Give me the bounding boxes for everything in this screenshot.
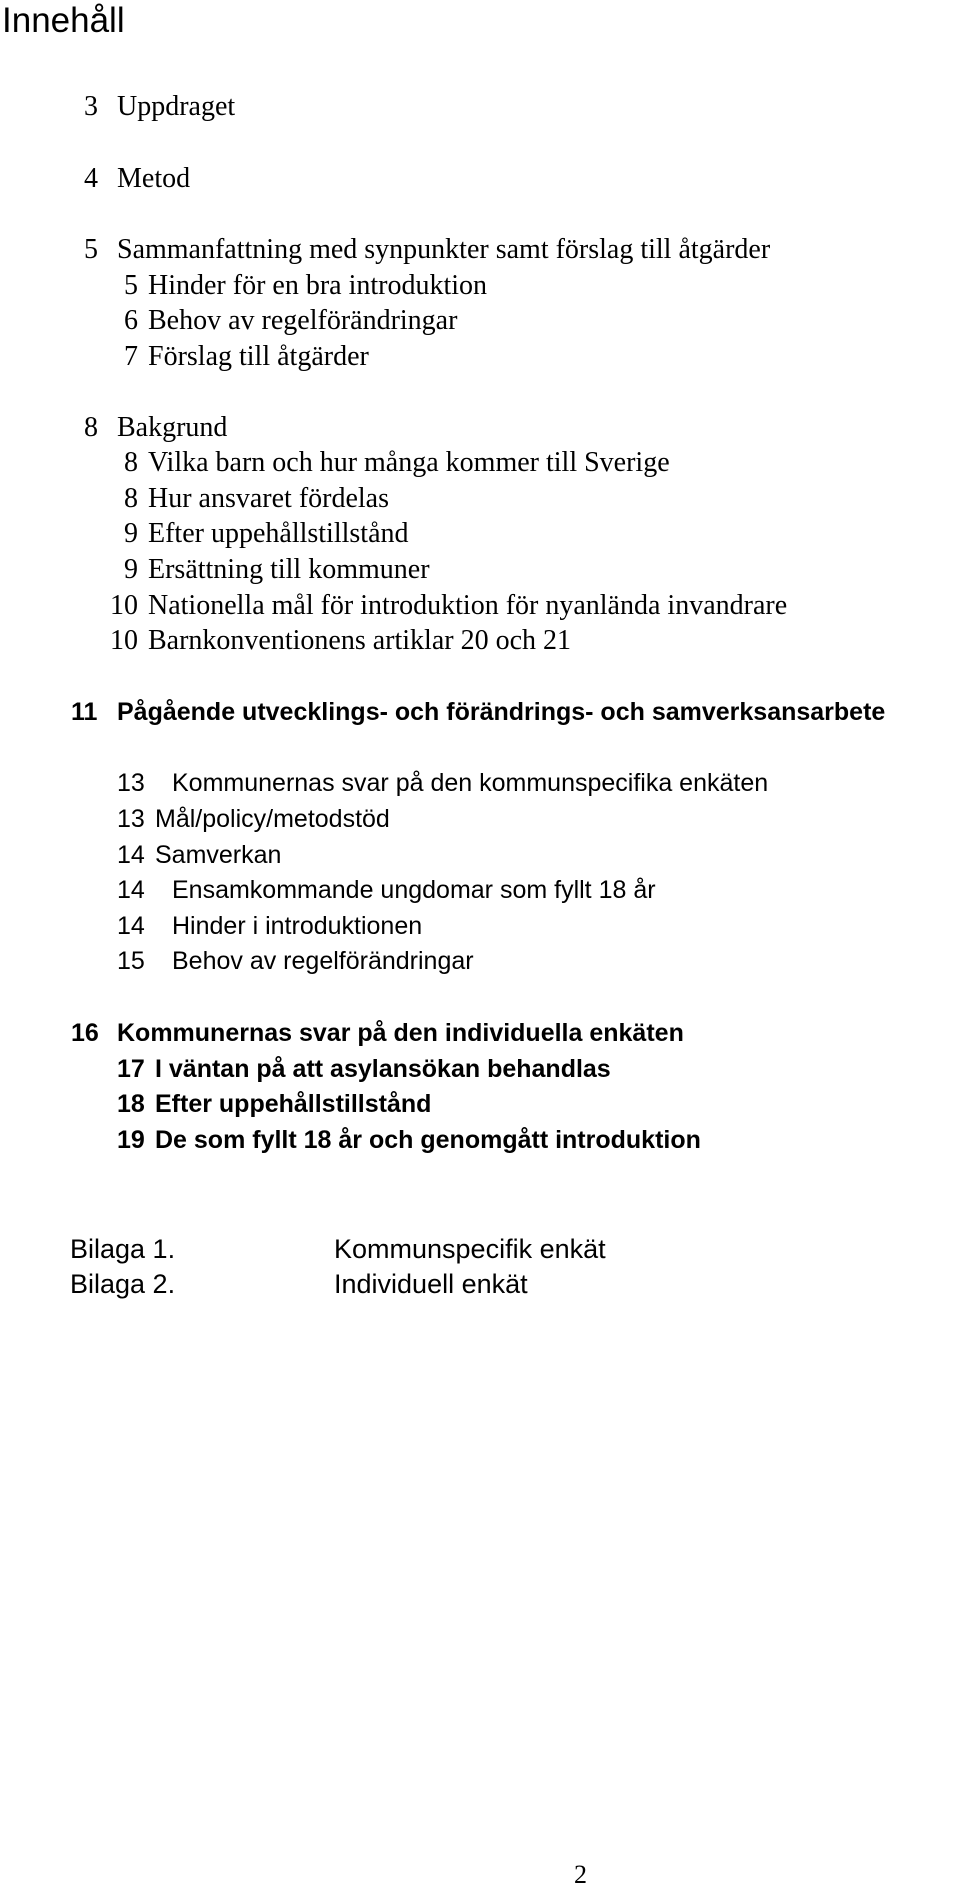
toc-entry — [124, 446, 670, 480]
toc-entry — [71, 1016, 684, 1050]
toc-entry-title: De som fyllt 18 år och genomgått introduktion — [155, 1126, 701, 1154]
toc-entry — [117, 802, 390, 836]
toc-entry — [124, 553, 430, 587]
toc-entry-title: Nationella mål för introduktion för nyanlända invandrare — [148, 590, 788, 621]
toc-page-number: 5 — [84, 234, 98, 265]
toc-entry — [84, 162, 190, 196]
toc-entry-title: Ensamkommande ungdomar som fyllt 18 år — [172, 876, 656, 904]
toc-entry — [117, 838, 281, 872]
toc-entry-title: Pågående utvecklings- och förändrings- och samverksansarbete — [117, 698, 886, 726]
toc-page-number: 19 — [117, 1126, 145, 1154]
toc-page-number: 17 — [117, 1055, 145, 1083]
toc-page-number: 9 — [124, 554, 138, 585]
appendix-label: Bilaga 2. — [70, 1269, 176, 1299]
toc-page-number: 3 — [84, 91, 98, 122]
toc-page-number: 10 — [110, 625, 138, 656]
toc-entry — [124, 482, 389, 516]
toc-entry-title: Ersättning till kommuner — [148, 554, 430, 585]
toc-page-number: 14 — [117, 912, 145, 940]
toc-entry-title: Kommunernas svar på den kommunspecifika enkäten — [172, 769, 769, 797]
toc-entry-title: Efter uppehållstillstånd — [155, 1090, 432, 1118]
page-number: 2 — [574, 1860, 587, 1889]
toc-entry-title: Mål/policy/metodstöd — [155, 805, 390, 833]
toc-entry — [124, 304, 457, 338]
toc-page-number: 16 — [71, 1019, 99, 1047]
toc-entry — [117, 873, 656, 907]
toc-entry — [84, 411, 227, 445]
toc-entry-title: Hur ansvaret fördelas — [148, 483, 390, 514]
toc-entry — [117, 909, 422, 943]
toc-page-number: 14 — [117, 841, 145, 869]
toc-entry — [117, 1087, 431, 1121]
toc-page-number: 6 — [124, 305, 138, 336]
toc-page-number: 15 — [117, 947, 145, 975]
toc-page-number: 8 — [124, 483, 138, 514]
toc-entry — [110, 589, 787, 623]
toc-entry-title: Förslag till åtgärder — [148, 341, 369, 372]
toc-entry — [117, 1052, 611, 1086]
page-title: Innehåll — [2, 1, 125, 40]
toc-entry-title: Vilka barn och hur många kommer till Sverige — [148, 447, 670, 478]
toc-entry-title: Uppdraget — [117, 91, 236, 122]
toc-entry-title: Hinder i introduktionen — [172, 912, 423, 940]
toc-entry — [117, 944, 474, 978]
toc-page-number: 13 — [117, 769, 145, 797]
toc-entry-title: Samverkan — [155, 841, 282, 869]
appendix-label: Bilaga 1. — [70, 1234, 176, 1264]
toc-entry-title: Bakgrund — [117, 412, 228, 443]
toc-entry-title: Barnkonventionens artiklar 20 och 21 — [148, 625, 572, 656]
toc-entry — [124, 269, 487, 303]
toc-page-number: 8 — [84, 412, 98, 443]
toc-entry — [71, 695, 885, 729]
toc-page-number: 4 — [84, 163, 98, 194]
toc-entry-title: Sammanfattning med synpunkter samt förslag till åtgärder — [117, 234, 771, 265]
toc-entry-title: Kommunernas svar på den individuella enkäten — [117, 1019, 684, 1047]
toc-entry-title: Hinder för en bra introduktion — [148, 270, 488, 301]
toc-entry — [84, 90, 235, 124]
toc-entry-title: Behov av regelförändringar — [172, 947, 474, 975]
toc-entry — [117, 1123, 701, 1157]
appendix-title: Individuell enkät — [334, 1269, 528, 1299]
toc-entry — [117, 766, 768, 800]
toc-entry-title: Behov av regelförändringar — [148, 305, 458, 336]
toc-entry — [84, 233, 770, 267]
toc-page-number: 7 — [124, 341, 138, 372]
toc-entry-title: I väntan på att asylansökan behandlas — [155, 1055, 611, 1083]
toc-page-number: 13 — [117, 805, 145, 833]
toc-entry — [124, 340, 369, 374]
toc-entry-title: Metod — [117, 163, 191, 194]
toc-page-number: 14 — [117, 876, 145, 904]
toc-entry — [124, 517, 409, 551]
toc-page-number: 5 — [124, 270, 138, 301]
toc-page-number: 18 — [117, 1090, 145, 1118]
toc-entry — [110, 624, 571, 658]
toc-page-number: 8 — [124, 447, 138, 478]
toc-page-number: 10 — [110, 590, 138, 621]
toc-page-number: 11 — [71, 698, 98, 726]
toc-entry-title: Efter uppehållstillstånd — [148, 518, 409, 549]
toc-page-number: 9 — [124, 518, 138, 549]
appendix-title: Kommunspecifik enkät — [334, 1234, 606, 1264]
